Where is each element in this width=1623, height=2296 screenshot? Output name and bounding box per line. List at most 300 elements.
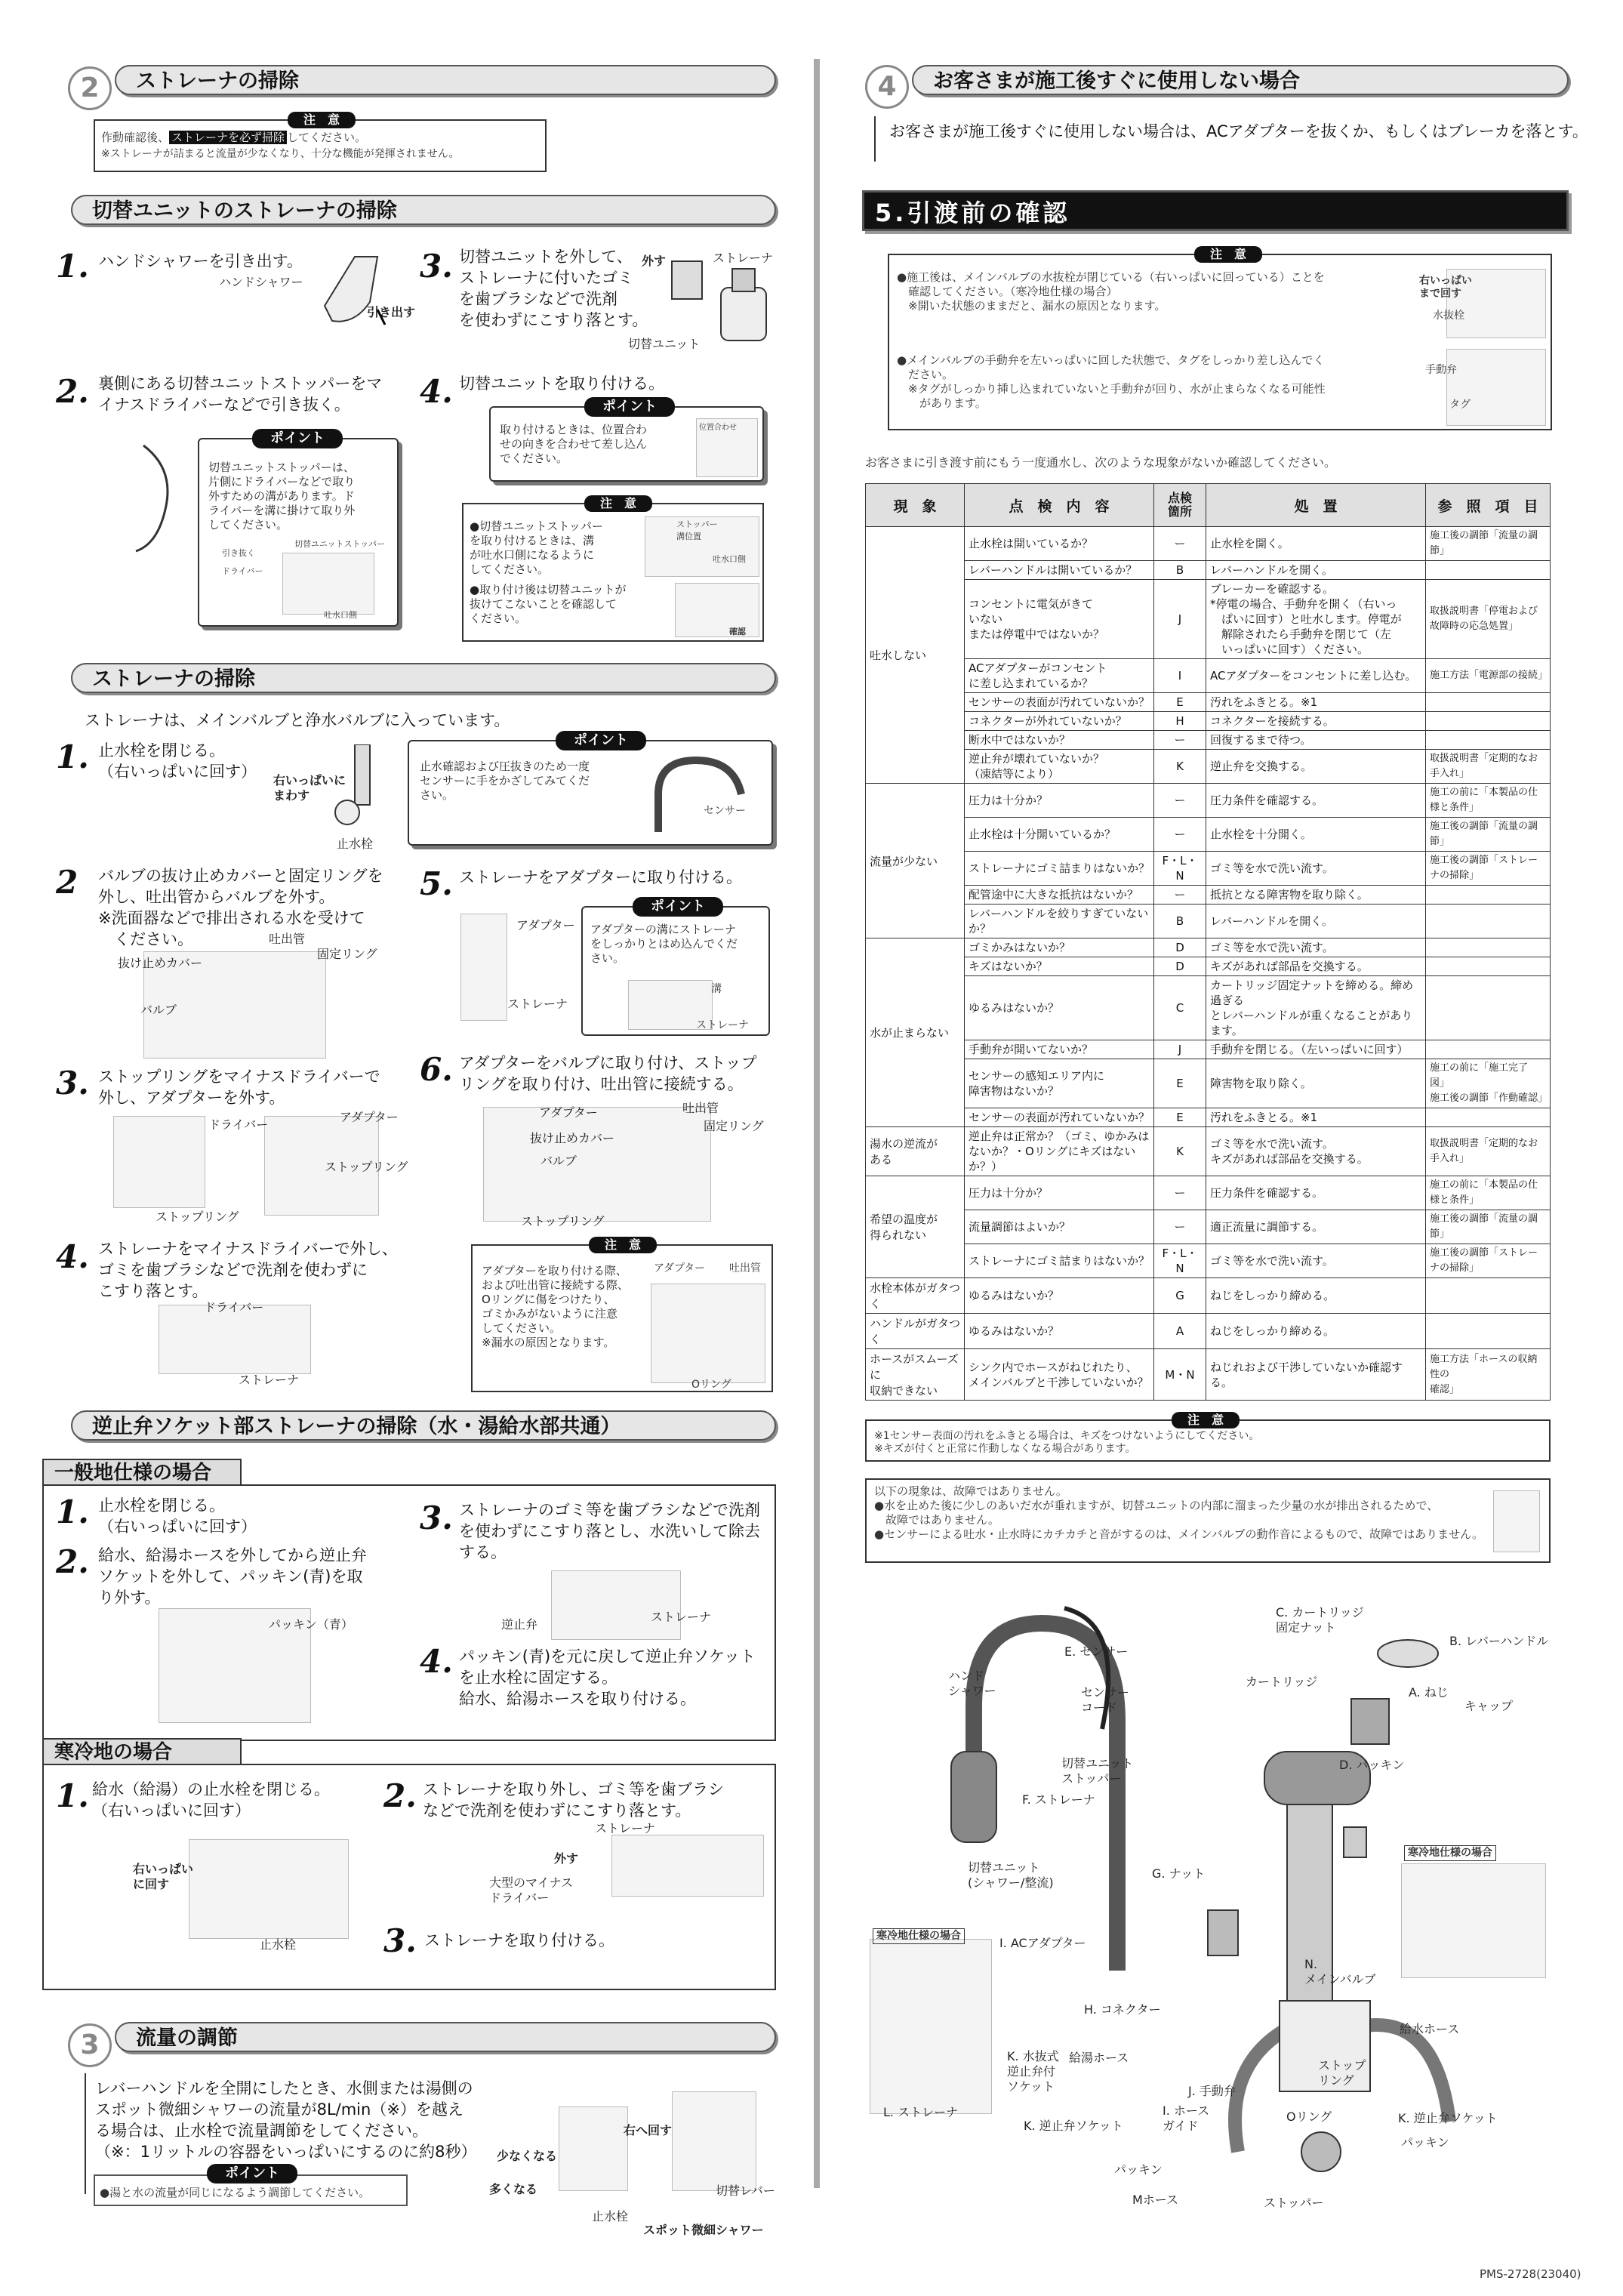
label-stopper: ストッパー <box>676 519 718 529</box>
cold-valve-illustration <box>189 1839 349 1939</box>
cell-reference <box>1426 1278 1551 1314</box>
caution-label: 注 意 <box>584 495 652 512</box>
cell-action: ゴミ等を水で洗い流す。 <box>1206 938 1426 957</box>
caution-text-2: ●取り付け後は切替ユニットが 抜けてこないことを確認して ください。 <box>470 583 627 625</box>
g-step-3-text: ストレーナのゴミ等を歯ブラシなどで洗剤 を使わずにこすり落とし、水洗いして除去 する。 <box>459 1501 760 1561</box>
label-hand-shower: ハンドシャワー <box>219 275 303 289</box>
cold-strainer-illustration <box>611 1835 764 1897</box>
cell-reference: 取扱説明書「停電および 故障時の応急処置」 <box>1426 580 1551 659</box>
label-groove: 溝 <box>711 983 722 995</box>
cell-inspection: レバーハンドルを絞りすぎていないか？ <box>965 905 1154 938</box>
table-row <box>866 1210 1551 1244</box>
cell-location: E <box>1154 1108 1206 1127</box>
label-fixing-ring: 固定リング <box>704 1119 764 1133</box>
label-cover: 抜け止めカバー <box>530 1131 615 1145</box>
faucet-sensor-illustration <box>643 749 771 840</box>
cell-inspection: レバーハンドルは開いているか？ <box>965 561 1154 580</box>
cell-inspection: ゆるみはないか？ <box>965 976 1154 1040</box>
label-K2: K. 逆止弁ソケット <box>1024 2119 1123 2133</box>
cell-inspection: ストレーナにゴミ詰まりはないか？ <box>965 852 1154 886</box>
label-pull: 引き抜く <box>222 548 255 558</box>
cell-reference: 施工後の調節「ストレーナの掃除」 <box>1426 852 1551 886</box>
label-switch-unit: 切替ユニット (シャワー/整流) <box>968 1860 1054 1890</box>
cell-inspection: 逆止弁が壊れていないか？ （凍結等により） <box>965 750 1154 784</box>
check-intro: お客さまに引き渡す前にもう一度通水し、次のような現象がないか確認してください。 <box>865 455 1337 470</box>
t-step-3-text: ストップリングをマイナスドライバーで 外し、アダプターを外す。 <box>98 1068 380 1107</box>
cell-reference: 施工方法「ホースの収納性の 確認」 <box>1426 1349 1551 1401</box>
table-row <box>866 1127 1551 1176</box>
t-step-5-text: ストレーナをアダプターに取り付ける。 <box>459 868 743 886</box>
cell-reference: 施工後の調節「流量の調節」 <box>1426 527 1551 561</box>
label-check-valve: 逆止弁 <box>501 1617 538 1632</box>
not-malfunction-text: 以下の現象は、故障ではありません。 ●水を止めた後に少しのあいだ水が垂れますが、切替ユニットの内部に溜まった少量の水が排出されるためで、 故障ではありません。 ●センサーによる吐水・止水時にカチカチと音がするのは、メインバルブの動作音によるもので、故障ではありません。 <box>874 1484 1484 1541</box>
caution-label: 注 意 <box>1194 246 1262 263</box>
cell-action: 汚れをふきとる。※1 <box>1206 1108 1426 1127</box>
table-row <box>866 1278 1551 1314</box>
cell-reference: 施工方法「電源部の接続」 <box>1426 659 1551 693</box>
label-hose-guide: I. ホース ガイド <box>1163 2103 1210 2133</box>
cold-spec-inset-1 <box>1401 1863 1546 1978</box>
cell-reference <box>1426 1108 1551 1127</box>
t-step-6-text: アダプターをバルブに取り付け、ストップ リングを取り付け、吐出管に接続する。 <box>459 1054 757 1093</box>
cell-inspection: 圧力は十分か？ <box>965 1176 1154 1210</box>
label-cold-spec-1: 寒冷地仕様の場合 <box>1404 1845 1496 1861</box>
t-step-4-number: 4. <box>56 1238 89 1275</box>
label-E: E. センサー <box>1064 1644 1129 1659</box>
cell-reference <box>1426 1040 1551 1059</box>
label-outlet-side: 吐水口側 <box>713 554 746 564</box>
step-2-text: 裏側にある切替ユニットストッパーをマ イナスドライバーなどで引き抜く。 <box>98 374 383 414</box>
cell-action: レバーハンドルを開く。 <box>1206 905 1426 938</box>
table-row <box>866 1059 1551 1108</box>
cell-action: ゴミ等を水で洗い流す。 <box>1206 852 1426 886</box>
table-row <box>866 1176 1551 1210</box>
label-adapter: アダプター <box>539 1105 598 1120</box>
subsection-strainer-cleaning: ストレーナの掃除 <box>71 663 776 693</box>
cell-location: K <box>1154 750 1206 784</box>
cell-inspection: センサーの表面が汚れていないか？ <box>965 693 1154 712</box>
g-step-4-text: パッキン(青)を元に戻して逆止弁ソケット を止水栓に固定する。 給水、給湯ホースを取り付ける。 <box>459 1647 756 1708</box>
step-1-number: 1. <box>56 248 89 285</box>
label-stop-valve: 止水栓 <box>260 1937 297 1952</box>
cell-location: B <box>1154 561 1206 580</box>
label-packing-blue: パッキン（青） <box>269 1617 353 1632</box>
cell-location: J <box>1154 1040 1206 1059</box>
label-stop-valve: 止水栓 <box>592 2209 629 2224</box>
label-groove-pos: 溝位置 <box>676 532 701 541</box>
caution-para-1: ●施工後は、メインバルブの水抜栓が閉じている（右いっぱいに回っている）ことを 確認してください。（寒冷地仕様の場合） ※開いた状態のままだと、漏水の原因となります。 <box>897 270 1325 313</box>
label-fixing-ring: 固定リング <box>317 947 377 961</box>
label-L: L. ストレーナ <box>883 2105 959 2119</box>
top-caution-box <box>94 112 547 172</box>
t-step-5-number: 5. <box>420 865 453 902</box>
cell-reference <box>1426 712 1551 731</box>
section-4-title: お客さまが施工後すぐに使用しない場合 <box>912 65 1569 95</box>
step-2-number: 2. <box>56 373 89 410</box>
c-step-1-number: 1. <box>56 1777 89 1814</box>
label-hot-hose: 給湯ホース <box>1069 2051 1129 2065</box>
label-sensor-code: センサー コード <box>1081 1685 1130 1715</box>
label-remove: 外す <box>642 254 667 268</box>
g-step-1-text: 止水栓を閉じる。 （右いっぱいに回す） <box>98 1496 257 1536</box>
cell-inspection: ゴミかみはないか？ <box>965 938 1154 957</box>
section-4-number: 4 <box>865 65 909 109</box>
label-outlet-pipe: 吐出管 <box>729 1262 761 1274</box>
t6-caution-box <box>471 1237 773 1392</box>
step-4-number: 4. <box>420 373 453 410</box>
cold-spec-inset-2 <box>870 1939 992 2114</box>
cell-inspection: コンセントに電気がきて いない または停電中ではないか？ <box>965 580 1154 659</box>
cell-inspection: キズはないか？ <box>965 957 1154 976</box>
label-outlet-pipe: 吐出管 <box>269 932 306 946</box>
cell-inspection: 断水中ではないか？ <box>965 731 1154 750</box>
label-adapter: アダプター <box>654 1262 706 1274</box>
label-B: B. レバーハンドル <box>1449 1634 1549 1648</box>
label-stop-valve: 止水栓 <box>337 837 374 851</box>
cell-location: ー <box>1154 1210 1206 1244</box>
label-less: 少なくなる <box>497 2149 558 2163</box>
cell-phenomenon: 吐水しない <box>866 527 965 784</box>
table-row <box>866 712 1551 731</box>
cell-phenomenon: 希望の温度が 得られない <box>866 1176 965 1278</box>
label-cover: 抜け止めカバー <box>118 956 203 970</box>
cell-location: ー <box>1154 784 1206 818</box>
label-driver: ドライバー <box>208 1117 269 1132</box>
section-2-number: 2 <box>68 66 112 110</box>
section-3-title: 流量の調節 <box>115 2022 776 2052</box>
label-C: C. カートリッジ 固定ナット <box>1276 1605 1364 1635</box>
manual-valve-illustration <box>1446 349 1546 426</box>
label-D: D. パッキン <box>1339 1758 1405 1772</box>
table-row <box>866 750 1551 784</box>
step-1-text: ハンドシャワーを引き出す。 <box>98 252 303 270</box>
adapter-illustration <box>460 914 507 1021</box>
label-cap: キャップ <box>1464 1699 1514 1713</box>
g-step-3-number: 3. <box>420 1499 453 1536</box>
cell-phenomenon: 水が止まらない <box>866 938 965 1127</box>
cell-reference <box>1426 693 1551 712</box>
label-stopper: ストッパー <box>1264 2196 1324 2210</box>
caution-line1: 作動確認後、 ストレーナを必ず掃除 してください。 <box>101 131 367 144</box>
cell-location: ー <box>1154 527 1206 561</box>
label-strainer: ストレーナ <box>713 251 774 265</box>
section-5-caution-box <box>888 247 1552 430</box>
label-manual-valve: 手動弁 <box>1425 364 1457 376</box>
point-label: ポイント <box>633 897 723 917</box>
t-step-1-text: 止水栓を閉じる。 （右いっぱいに回す） <box>98 741 257 781</box>
cell-action: ねじれおよび干渉していないか確認する。 <box>1206 1349 1426 1401</box>
cell-inspection: 手動弁が開いてないか？ <box>965 1040 1154 1059</box>
cell-inspection: ストレーナにゴミ詰まりはないか？ <box>965 1244 1154 1278</box>
label-spot-shower: スポット微細シャワー <box>643 2223 764 2237</box>
stop-valve-flow-illustration <box>559 2106 628 2191</box>
cell-location: K <box>1154 1127 1206 1176</box>
cell-reference <box>1426 957 1551 976</box>
cell-location: ー <box>1154 886 1206 905</box>
label-packing-2: パッキン <box>1401 2135 1449 2150</box>
cell-reference <box>1426 938 1551 957</box>
cell-reference: 施工後の調節「流量の調節」 <box>1426 1210 1551 1244</box>
label-H: H. コネクター <box>1084 2002 1161 2017</box>
cell-inspection: 止水栓は十分開いているか？ <box>965 818 1154 852</box>
cell-action: 圧力条件を確認する。 <box>1206 1176 1426 1210</box>
table-row <box>866 886 1551 905</box>
table-row <box>866 693 1551 712</box>
hand-illustration <box>128 438 196 559</box>
cell-location: ー <box>1154 1176 1206 1210</box>
cell-action: 手動弁を閉じる。（左いっぱいに回す） <box>1206 1040 1426 1059</box>
cell-action: コネクターを接続する。 <box>1206 712 1426 731</box>
c-step-3-number: 3. <box>383 1922 417 1959</box>
cell-inspection: ACアダプターがコンセント に差し込まれているか？ <box>965 659 1154 693</box>
cell-location: A <box>1154 1314 1206 1349</box>
header-phenomenon: 現 象 <box>866 484 965 527</box>
cell-location: G <box>1154 1278 1206 1314</box>
cell-action: 汚れをふきとる。※1 <box>1206 693 1426 712</box>
label-turn-right: 右へ回す <box>624 2123 673 2137</box>
label-confirm: 確認 <box>729 627 746 636</box>
table-row <box>866 1108 1551 1127</box>
label-stop-ring-a: ストップリング <box>325 1160 408 1174</box>
label-G: G. ナット <box>1152 1866 1206 1881</box>
cell-reference: 施工後の調節「流量の調節」 <box>1426 818 1551 852</box>
table-row <box>866 731 1551 750</box>
label-drain-valve: 水抜栓 <box>1433 310 1464 322</box>
label-A: A. ねじ <box>1409 1685 1449 1700</box>
table-row <box>866 659 1551 693</box>
label-K3: K. 逆止弁ソケット <box>1398 2111 1498 2125</box>
point-text: アダプターの溝にストレーナ をしっかりとはめ込んでくだ さい。 <box>590 923 738 965</box>
caution-label: 注 意 <box>288 112 356 128</box>
c-step-1-text: 給水（給湯）の止水栓を閉じる。 （右いっぱいに回す） <box>92 1780 330 1820</box>
flow-point-text: ●湯と水の流量が同じになるよう調節してください。 <box>100 2186 371 2199</box>
cell-reference: 施工後の調節「ストレーナの掃除」 <box>1426 1244 1551 1278</box>
cell-location: F・L・N <box>1154 852 1206 886</box>
cell-action: 止水栓を開く。 <box>1206 527 1426 561</box>
label-turn-right: 右いっぱいに まわす <box>273 773 346 803</box>
label-K1: K. 水抜式 逆止弁付 ソケット <box>1007 2049 1059 2094</box>
label-oring: Oリング <box>691 1379 731 1391</box>
table-row <box>866 527 1551 561</box>
cell-location: ー <box>1154 731 1206 750</box>
cell-phenomenon: ホースがスムーズに 収納できない <box>866 1349 965 1401</box>
label-hand-shower: ハンド シャワー <box>948 1669 996 1698</box>
cell-inspection: 配管途中に大きな抵抗はないか？ <box>965 886 1154 905</box>
label-pull-out: 引き出す <box>367 305 416 319</box>
cell-reference <box>1426 886 1551 905</box>
cell-location: C <box>1154 976 1206 1040</box>
t5-point-box <box>581 898 770 1036</box>
cell-action: 止水栓を十分開く。 <box>1206 818 1426 852</box>
table-row <box>866 580 1551 659</box>
label-tag: タグ <box>1449 399 1471 411</box>
cell-inspection: ゆるみはないか？ <box>965 1278 1154 1314</box>
table-row <box>866 905 1551 938</box>
column-divider <box>814 59 820 2188</box>
check-valve-strainer-illustration <box>551 1570 681 1640</box>
cell-action: 抵抗となる障害物を取り除く。 <box>1206 886 1426 905</box>
label-F: F. ストレーナ <box>1022 1792 1095 1807</box>
cell-action: ACアダプターをコンセントに差し込む。 <box>1206 659 1426 693</box>
subsection-switch-unit-strainer: 切替ユニットのストレーナの掃除 <box>71 195 776 225</box>
label-switch-unit: 切替ユニット <box>628 337 701 351</box>
cell-location: ー <box>1154 818 1206 852</box>
label-cold-spec-2: 寒冷地仕様の場合 <box>873 1928 965 1944</box>
cell-reference <box>1426 561 1551 580</box>
header-location: 点検 箇所 <box>1154 484 1206 527</box>
label-more: 多くなる <box>489 2182 538 2196</box>
caution-para-2: ●メインバルブの手動弁を左いっぱいに回した状態で、タグをしっかり差し込んでく ださい。 ※タグがしっかり挿し込まれていないと手動弁が回り、水が止まらなくなる可能性 があります。 <box>897 353 1326 410</box>
cell-action: キズがあれば部品を交換する。 <box>1206 957 1426 976</box>
cell-inspection: 圧力は十分か？ <box>965 784 1154 818</box>
cell-phenomenon: 流量が少ない <box>866 784 965 938</box>
c-step-3-text: ストレーナを取り付ける。 <box>424 1931 614 1949</box>
label-strainer: ストレーナ <box>239 1373 300 1387</box>
cell-reference <box>1426 731 1551 750</box>
g-step-1-number: 1. <box>56 1493 89 1530</box>
label-strainer: ストレーナ <box>507 997 568 1011</box>
cell-location: E <box>1154 1059 1206 1108</box>
faucet-drip-illustration <box>1493 1490 1540 1552</box>
section-3-number: 3 <box>68 2023 112 2067</box>
cell-action: 適正流量に調節する。 <box>1206 1210 1426 1244</box>
label-stop-ring: ストップ リング <box>1318 2058 1366 2088</box>
cell-action: カートリッジ固定ナットを締める。締め過ぎる とレバーハンドルが重くなることがあります。 <box>1206 976 1426 1040</box>
label-stopper: 切替ユニットストッパー <box>294 539 386 549</box>
cell-action: ゴミ等を水で洗い流す。 <box>1206 1244 1426 1278</box>
c-step-2-text: ストレーナを取り外し、ゴミ等を歯ブラシ などで洗剤を使わずにこすり落とす。 <box>423 1780 724 1820</box>
cold-spec-title: 寒冷地の場合 <box>42 1738 242 1765</box>
t-step-2-number: 2 <box>56 864 79 901</box>
cell-action: ゴミ等を水で洗い流す。 キズがあれば部品を交換する。 <box>1206 1127 1426 1176</box>
label-stop-ring-b: ストップリング <box>156 1210 239 1224</box>
oring-illustration <box>651 1284 765 1383</box>
cell-inspection: 逆止弁は正常か？（ゴミ、ゆかみは ないか？・Oリングにキズはないか？） <box>965 1127 1154 1176</box>
caution-text-1: ●切替ユニットストッパー を取り付けるときは、溝 が吐水口側になるように してください。 <box>470 519 603 576</box>
cell-location: H <box>1154 712 1206 731</box>
step-3-number: 3. <box>420 248 453 285</box>
caution-line2: ※ストレーナが詰まると流量が少なくなり、十分な機能が発揮されません。 <box>101 148 460 160</box>
label-turn-right: 右いっぱい に回す <box>133 1862 194 1891</box>
cell-inspection: 止水栓は開いているか？ <box>965 527 1154 561</box>
t-step-6-number: 6. <box>420 1051 453 1088</box>
cell-reference: 取扱説明書「定期的なお手入れ」 <box>1426 750 1551 784</box>
cell-action: 回復するまで待つ。 <box>1206 731 1426 750</box>
stopper-illustration <box>282 553 374 615</box>
general-spec-title: 一般地仕様の場合 <box>42 1459 242 1486</box>
cell-inspection: センサーの表面が汚れていないか？ <box>965 1108 1154 1127</box>
g-step-4-number: 4. <box>420 1643 453 1680</box>
label-oring: Oリング <box>1286 2110 1332 2124</box>
label-N: N. メインバルブ <box>1304 1957 1376 1986</box>
label-outlet-pipe: 吐出管 <box>682 1101 719 1115</box>
step-2-point-box <box>198 430 399 627</box>
label-strainer-2: ストレーナ <box>696 1019 749 1031</box>
cell-location: M・N <box>1154 1349 1206 1401</box>
valve-assembly-illustration <box>483 1107 711 1222</box>
label-J: J. 手動弁 <box>1188 2084 1236 2098</box>
point-text: 切替ユニットストッパーは、 片側にドライバーなどで取り 外すための溝があります。ド ライバーを溝に掛けて取り外 してください。 <box>208 461 356 532</box>
cell-location: D <box>1154 938 1206 957</box>
label-packing-1: パッキン <box>1114 2162 1163 2177</box>
label-valve: バルブ <box>140 1003 177 1017</box>
label-switch-lever: 切替レバー <box>716 2184 775 2198</box>
table-header-row <box>866 484 1551 527</box>
step-3-text: 切替ユニットを外して、 ストレーナに付いたゴミ を歯ブラシなどで洗剤 を使わずにこすり落とす。 <box>459 248 648 329</box>
cell-reference: 施工の前に「本製品の仕様と条件」 <box>1426 784 1551 818</box>
header-reference: 参 照 項 目 <box>1426 484 1551 527</box>
t-step-2-text: バルブの抜け止めカバーと固定リングを 外し、吐出管からバルブを外す。 ※洗面器などで排出される水を受けて ください。 <box>98 867 383 948</box>
point-text: 取り付けるときは、位置合わ せの向きを合わせて差し込ん でください。 <box>500 423 648 465</box>
spot-shower-illustration <box>672 2091 756 2191</box>
cell-action: 逆止弁を交換する。 <box>1206 750 1426 784</box>
t-step-3-number: 3. <box>56 1065 89 1102</box>
step-4-text: 切替ユニットを取り付ける。 <box>459 374 665 393</box>
cell-inspection: シンク内でホースがねじれたり、 メインバルブと干渉していないか？ <box>965 1349 1154 1401</box>
point-label: ポイント <box>584 397 675 417</box>
cell-reference <box>1426 1314 1551 1349</box>
label-turn-right: 右いっぱい まで回す <box>1419 275 1472 300</box>
cell-location: E <box>1154 693 1206 712</box>
cell-reference: 取扱説明書「定期的なお手入れ」 <box>1426 1127 1551 1176</box>
stop-ring-illustration-1 <box>113 1116 205 1208</box>
t1-point-box <box>408 732 773 846</box>
section-5-header <box>862 190 1569 231</box>
label-valve: バルブ <box>540 1154 577 1168</box>
g-step-2-text: 給水、給湯ホースを外してから逆止弁 ソケットを外して、パッキン(青)を取 り外す。 <box>98 1546 367 1607</box>
table-row <box>866 976 1551 1040</box>
caution-text: ※1センサー表面の汚れをふきとる場合は、キズをつけないようにしてください。 ※キズが付くと正常に作動しなくなる場合があります。 <box>874 1430 1260 1455</box>
cell-action: 圧力条件を確認する。 <box>1206 784 1426 818</box>
strainer-intro: ストレーナは、メインバルブと浄水バルブに入っています。 <box>85 711 510 729</box>
label-switch-stopper: 切替ユニット ストッパー <box>1061 1756 1134 1786</box>
point-label: ポイント <box>252 429 343 448</box>
point-label: ポイント <box>556 731 646 750</box>
doc-code: PMS-2728(23040) <box>1480 2267 1581 2281</box>
cell-inspection: センサーの感知エリア内に 障害物はないか？ <box>965 1059 1154 1108</box>
section-4-text: お客さまが施工後すぐに使用しない場合は、ACアダプターを抜くか、もしくはブレーカを落とす。 <box>889 122 1588 140</box>
table-row <box>866 938 1551 957</box>
cell-action: ねじをしっかり締める。 <box>1206 1278 1426 1314</box>
cell-reference <box>1426 905 1551 938</box>
c-step-2-number: 2. <box>383 1777 417 1814</box>
cell-action: 障害物を取り除く。 <box>1206 1059 1426 1108</box>
t-step-1-number: 1. <box>56 738 89 775</box>
table-caution-box <box>865 1413 1551 1462</box>
cell-location: J <box>1154 580 1206 659</box>
label-sensor: センサー <box>704 805 746 817</box>
cell-location: I <box>1154 659 1206 693</box>
cell-action: ブレーカーを確認する。 *停電の場合、手動弁を開く（右いっ ぱいに回す）と吐水します。停電が 解除されたら手動弁を閉じて（左 いっぱいに回す）ください。 <box>1206 580 1426 659</box>
label-remove: 外す <box>554 1851 579 1866</box>
step-4-point-box <box>489 399 764 482</box>
cell-inspection: 流量調節はよいか？ <box>965 1210 1154 1244</box>
subsection-check-valve-strainer: 逆止弁ソケット部ストレーナの掃除（水・湯給水部共通） <box>71 1410 776 1441</box>
cell-reference <box>1426 976 1551 1040</box>
cell-reference: 施工の前に「施工完了図」 施工後の調節「作動確認」 <box>1426 1059 1551 1108</box>
cell-location: B <box>1154 905 1206 938</box>
cell-location: D <box>1154 957 1206 976</box>
label-I: I. ACアダプター <box>999 1936 1086 1950</box>
label-M: Mホース <box>1132 2193 1179 2207</box>
point-label: ポイント <box>207 2164 297 2184</box>
table-row <box>866 1349 1551 1401</box>
table-row <box>866 561 1551 580</box>
label-adapter: アダプター <box>516 918 575 932</box>
section-2-title: ストレーナの掃除 <box>115 65 776 95</box>
header-inspection: 点 検 内 容 <box>965 484 1154 527</box>
caution-label: 注 意 <box>1172 1412 1240 1428</box>
